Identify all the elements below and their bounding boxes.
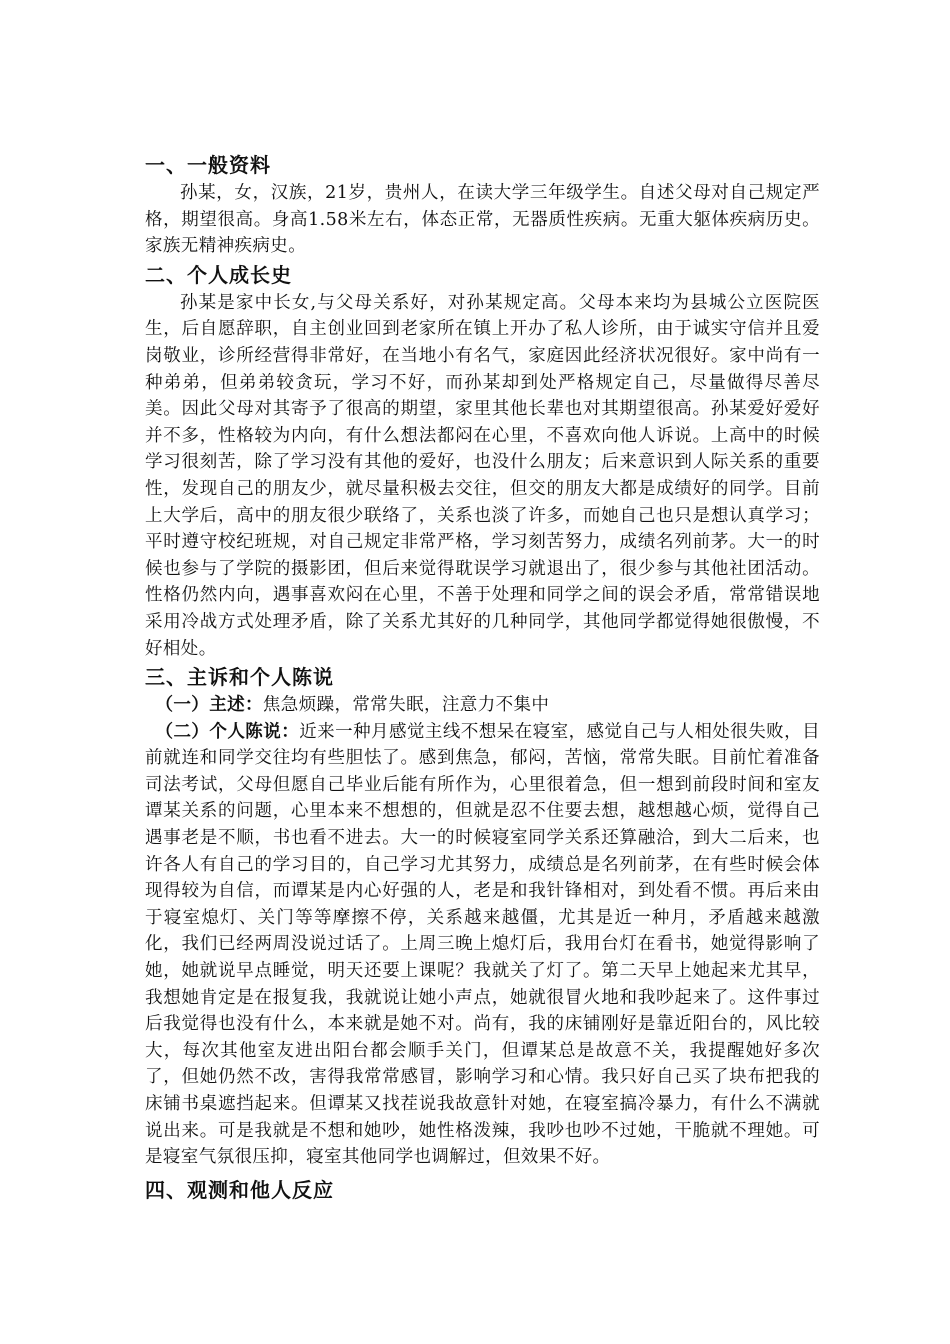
complaint-label: （一）主述： xyxy=(155,695,263,716)
growth-history-paragraph: 孙某是家中长女,与父母关系好，对孙某规定高。父母本来均为县城公立医院医生，后自愿辞职，自主创业回到老家所在镇上开办了私人诊所，由于诚实守信并且爱岗敬业，诊所经营得非常好，在当地小有名气，家庭因此经济状况很好。家中尚有一种弟弟，但弟弟较贪玩，学习不好，而孙某却到处严格规定自己，尽量做得尽善尽美。因此父母对其寄予了很高的期望，家里其他长辈也对其期望很高。孙某爱好爱好并不多，性格较为内向，有什么想法都闷在心里，不喜欢向他人诉说。上高中的时候学习很刻苦，除了学习没有其他的爱好，也没什么朋友；后来意识到人际关系的重要性，发现自己的朋友少，就尽量积极去交往，但交的朋友大都是成绩好的同学。目前上大学后，高中的朋友很少联络了，关系也淡了许多，而她自己也只是想认真学习；平时遵守校纪班规，对自己规定非常严格，学习刻苦努力，成绩名列前茅。大一的时候也参与了学院的摄影团，但后来觉得耽误学习就退出了，很少参与其他社团活动。性格仍然内向，遇事喜欢闷在心里，不善于处理和同学之间的误会矛盾，常常错误地采用冷战方式处理矛盾，除了关系尤其好的几种同学，其他同学都觉得她很傲慢，不好相处。 xyxy=(145,292,820,659)
section-title-observation: 四、观测和他人反应 xyxy=(145,1177,334,1202)
section-title-growth-history: 二、个人成长史 xyxy=(145,262,292,287)
document-page xyxy=(145,148,820,1205)
statement-paragraph xyxy=(145,719,820,1171)
general-info-paragraph: 孙某，女，汉族，21岁，贵州人，在读大学三年级学生。自述父母对自己规定严格，期望很高。身高1.58米左右，体态正常，无器质性疾病。无重大躯体疾病历史。家族无精神疾病史。 xyxy=(145,183,820,257)
complaint-paragraph xyxy=(145,692,820,719)
statement-label: （二）个人陈说： xyxy=(155,721,300,742)
complaint-text: 焦急烦躁，常常失眠，注意力不集中 xyxy=(262,695,550,716)
statement-text: 近来一种月感觉主线不想呆在寝室，感觉自己与人相处很失败，目前就连和同学交往均有些胆怯了。感到焦急，郁闷，苦恼，常常失眠。目前忙着准备司法考试，父母但愿自己毕业后能有所作为，心里很着急，但一想到前段时间和室友谭某关系的问题，心里本来不想想的，但就是忍不住要去想，越想越心烦，觉得自己遇事老是不顺，书也看不进去。大一的时候寝室同学关系还算融洽，到大二后来，也许各人有自己的学习目的，自己学习尤其努力，成绩总是名列前茅，在有些时候会体现得较为自信，而谭某是内心好强的人，老是和我针锋相对，到处看不惯。再后来由于寝室熄灯、关门等等摩擦不停，关系越来越僵，尤其是近一种月，矛盾越来越激化，我们已经两周没说过话了。上周三晚上熄灯后，我用台灯在看书，她觉得影响了她，她就说早点睡觉，明天还要上课呢？我就关了灯了。第二天早上她起来尤其早，我想她肯定是在报复我，我就说让她小声点，她就很冒火地和我吵起来了。这件事过后我觉得也没有什么，本来就是她不对。尚有，我的床铺刚好是靠近阳台的，风比较大，每次其他室友进出阳台都会顺手关门，但谭某总是故意不关，我提醒她好多次了，但她仍然不改，害得我常常感冒，影响学习和心情。我只好自己买了块布把我的床铺书桌遮挡起来。但谭某又找茬说我故意针对她，在寝室搞冷暴力，有什么不满就说出来。可是我就是不想和她吵，她性格泼辣，我吵也吵不过她，干脆就不理她。可是寝室气氛很压抑，寝室其他同学也调解过，但效果不好。 xyxy=(145,721,820,1168)
section-title-general-info: 一、一般资料 xyxy=(145,153,271,177)
section-title-complaint: 三、主诉和个人陈说 xyxy=(145,665,334,690)
